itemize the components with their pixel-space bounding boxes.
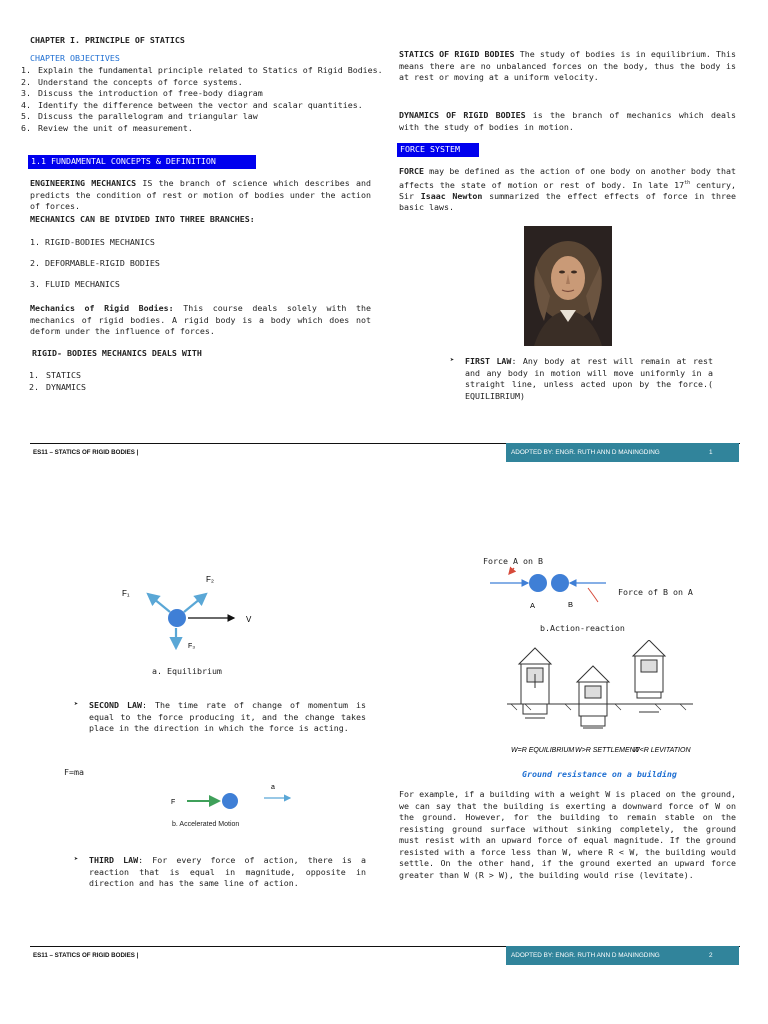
page-number: 1 [709,449,713,456]
footer-course: ES11 – STATICS OF RIGID BODIES | [33,449,139,456]
term: THIRD LAW [89,855,139,865]
building-caption: Ground resistance on a building [522,769,677,779]
equilibrium-diagram [110,570,270,680]
pointer-arrow [509,568,514,574]
objectives-heading: CHAPTER OBJECTIVES [30,53,120,63]
objective-item: 5. Discuss the parallelogram and triangular law [36,111,393,123]
label-force-a-on-b: Force A on B [483,556,543,566]
formula: F=ma [64,767,84,777]
accelerated-motion-diagram [165,780,300,812]
force-arrow-f1 [148,594,170,612]
label-force-b-on-a: Force of B on A [618,587,693,597]
label-settlement: W>R SETTLEMENT [575,747,639,754]
footer-bar [506,946,739,965]
section-heading: 1.1 FUNDAMENTAL CONCEPTS & DEFINITION [28,155,256,169]
newton-name: Isaac Newton [420,190,483,201]
label-a: a [271,784,275,791]
chapter-title: CHAPTER I. PRINCIPLE OF STATICS [30,35,185,45]
objective-item: 2. Understand the concepts of force systems. [36,77,393,89]
deals-item: 1. STATICS [44,370,86,382]
text: summarized the effect effects of force in three basic laws. [399,190,736,213]
term: SECOND LAW [89,700,142,710]
definition: is the branch of mechanics which deals with the study of bodies in motion. [399,110,736,132]
equilibrium-caption: a. Equilibrium [152,666,222,676]
objective-item: 6. Review the unit of measurement. [36,123,393,135]
superscript: th [684,179,691,186]
ball-b [551,574,569,592]
ground-resistance-sketch [505,640,695,766]
page-number: 2 [709,952,713,959]
term: DYNAMICS OF RIGID BODIES [399,110,526,120]
footer-bar [506,443,739,462]
objective-item: 1. Explain the fundamental principle related to Statics of Rigid Bodies. [36,65,393,77]
definition: The study of bodies is in equilibrium. This means there are no unbalanced forces on the body, thus the body is at rest or moving at a uniform velocity. [399,49,736,82]
objectives-list [14,65,393,134]
bullet-icon: ➤ [450,356,455,364]
label-f2: F₂ [206,575,214,584]
bullet-icon: ➤ [74,700,79,708]
action-reaction-caption: b.Action-reaction [540,623,625,633]
term: ENGINEERING MECHANICS [30,178,137,188]
label-equilibrium: W=R EQUILIBRIUM [511,747,575,754]
label-v: V [246,615,252,624]
footer-author: ADOPTED BY: ENGR. RUTH ANN D MANINGDING [511,449,660,456]
term: STATICS OF RIGID BODIES [399,49,515,59]
force-paragraph [399,166,736,214]
definition: This course deals solely with the mechanics of rigid bodies. A rigid body is a body which does not deform under the influence of forces. [30,303,371,336]
objective-item: 4. Identify the difference between the vector and scalar quantities. [36,100,393,112]
force-system-heading: FORCE SYSTEM [397,143,479,157]
label-a: A [530,601,536,610]
second-law-paragraph [89,700,366,735]
text: may be defined as the action of one body on another body that affects the state of motion or rest of body. In late 17 [399,166,736,190]
body-ball [222,793,238,809]
objective-item: 3. Discuss the introduction of free-body diagram [36,88,393,100]
first-law-paragraph [465,356,713,402]
ball-a [529,574,547,592]
branches-heading: MECHANICS CAN BE DIVIDED INTO THREE BRANCHES: [30,214,255,224]
statics-paragraph [399,49,736,84]
pointer-curve [588,588,598,602]
engineering-mechanics-paragraph [30,178,371,213]
branch-item: 2. DEFORMABLE-RIGID BODIES [30,258,160,268]
term: Mechanics of Rigid Bodies: [30,303,174,313]
branch-item: 3. FLUID MECHANICS [30,279,120,289]
newton-portrait [524,226,612,346]
deals-heading: RIGID- BODIES MECHANICS DEALS WITH [32,348,202,358]
definition: : Any body at rest will remain at rest and any body in motion will move uniformly in a straight line, unless acted upon by the force.( EQUILIBRIUM) [465,356,713,401]
definition: : For every force of action, there is a reaction that is equal in magnitude, opposite in direction and has the same line of action. [89,855,366,888]
label-f: F [171,799,176,806]
force-arrow-f2 [184,594,206,612]
bullet-icon: ➤ [74,855,79,863]
term: FORCE [399,166,424,176]
label-b: B [568,600,574,609]
rigid-bodies-paragraph [30,303,371,338]
label-f3: F₃ [188,643,196,650]
branch-item: 1. RIGID-BODIES MECHANICS [30,237,155,247]
accelerated-caption: b. Accelerated Motion [172,821,240,828]
third-law-paragraph [89,855,366,890]
body-ball [168,609,186,627]
action-reaction-diagram [488,566,638,612]
text: century, Sir [399,179,736,201]
term: FIRST LAW [465,356,512,366]
label-levitation: W<R LEVITATION [633,747,691,754]
label-f1: F₁ [122,589,130,598]
building-example-paragraph: For example, if a building with a weight W is placed on the ground, we can say that the building is exerting a downward force of W on the ground. However, for the building to remain stable on the resisting ground surface without sinking completely, the ground must resist with an upward force of equal magnitude. If the ground resisted with a force less than W, where R < W, the building would settle. On the other hand, if the ground exerted an upward force greater than W (R > W), the building would rise (levitate). [399,789,736,880]
definition: IS the branch of science which describes and predicts the condition of rest or motion of bodies under the action of forces. [30,178,371,211]
definition: : The time rate of change of momentum is equal to the force producing it, and the change takes place in the direction in which the force is acting. [89,700,366,733]
footer-author: ADOPTED BY: ENGR. RUTH ANN D MANINGDING [511,952,660,959]
footer-course: ES11 – STATICS OF RIGID BODIES | [33,952,139,959]
deals-item: 2. DYNAMICS [44,382,86,394]
deals-list [22,370,86,393]
dynamics-paragraph [399,110,736,133]
